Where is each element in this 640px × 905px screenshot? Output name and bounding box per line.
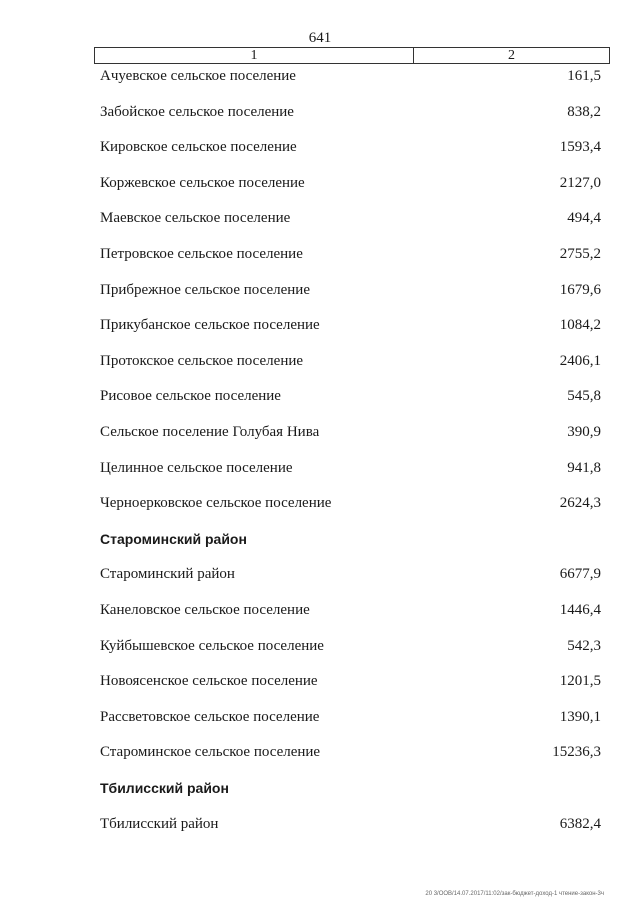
row-value: 1084,2: [559, 317, 601, 334]
table-row: [0, 282, 640, 306]
table-row: [0, 68, 640, 92]
table-header: [94, 47, 610, 64]
table-row: [0, 460, 640, 484]
table-row: [0, 673, 640, 697]
row-name: Целинное сельское поселение: [100, 459, 293, 476]
row-value: 1446,4: [559, 602, 601, 618]
row-value: 545,8: [567, 388, 601, 405]
row-value: 1679,6: [559, 281, 601, 298]
table-row: [0, 317, 640, 341]
row-name: Коржевское сельское поселение: [100, 174, 305, 191]
row-name: Рассветовское сельское поселение: [100, 708, 320, 725]
row-name: Забойское сельское поселение: [100, 103, 294, 120]
table-row: [0, 566, 640, 590]
row-value: 1201,5: [559, 673, 601, 690]
table-row: [0, 424, 640, 448]
row-name: Кировское сельское поселение: [100, 139, 297, 156]
row-value: 2755,2: [559, 246, 601, 262]
row-name: Канеловское сельское поселение: [100, 602, 310, 618]
row-value: 2127,0: [559, 174, 601, 191]
table-row: [0, 602, 640, 626]
table-row: [0, 104, 640, 128]
row-name: Протокское сельское поселение: [100, 352, 304, 369]
table-row: [0, 744, 640, 768]
table-header-col-1: 1: [95, 48, 414, 63]
section-heading-row: [0, 780, 640, 804]
row-name: Маевское сельское поселение: [100, 210, 291, 227]
table-row: [0, 139, 640, 163]
section-heading: Староминский район: [100, 530, 247, 547]
row-value: 2406,1: [559, 352, 601, 369]
row-value: 161,5: [567, 68, 601, 84]
table-row: [0, 495, 640, 519]
row-value: 15236,3: [552, 744, 601, 761]
table-row: [0, 816, 640, 840]
section-heading: Тбилисский район: [100, 780, 229, 796]
table-row: [0, 638, 640, 662]
row-value: 2624,3: [559, 495, 601, 512]
row-value: 838,2: [567, 103, 601, 120]
row-name: Тбилисский район: [100, 815, 219, 832]
row-name: Рисовое сельское поселение: [100, 388, 281, 405]
row-name: Староминский район: [100, 566, 235, 583]
row-name: Ачуевское сельское поселение: [100, 68, 296, 84]
table-row: [0, 175, 640, 199]
section-heading-row: [0, 531, 640, 555]
table-row: [0, 353, 640, 377]
row-value: 542,3: [567, 637, 601, 654]
row-value: 6677,9: [559, 566, 601, 583]
table-row: [0, 210, 640, 234]
row-name: Староминское сельское поселение: [100, 744, 321, 761]
row-name: Куйбышевское сельское поселение: [100, 637, 324, 654]
row-value: 390,9: [567, 424, 601, 440]
table-header-col-2: 2: [508, 48, 515, 63]
row-value: 1390,1: [559, 708, 601, 725]
row-name: Прибрежное сельское поселение: [100, 281, 310, 298]
row-value: 941,8: [567, 459, 601, 476]
table-row: [0, 709, 640, 733]
row-name: Черноерковское сельское поселение: [100, 495, 332, 512]
row-value: 1593,4: [559, 139, 601, 156]
document-footer-code: 20 3/ООВ/14.07.2017/11:02/зак-бюджет-доход-1 чтение-закон-3ч: [425, 891, 604, 897]
page-number: 641: [308, 30, 332, 46]
row-name: Новоясенское сельское поселение: [100, 673, 318, 690]
row-name: Прикубанское сельское поселение: [100, 317, 320, 334]
row-name: Петровское сельское поселение: [100, 246, 303, 262]
table-row: [0, 246, 640, 270]
row-name: Сельское поселение Голубая Нива: [100, 424, 320, 440]
table-row: [0, 388, 640, 412]
row-value: 6382,4: [559, 815, 601, 832]
row-value: 494,4: [567, 210, 601, 227]
